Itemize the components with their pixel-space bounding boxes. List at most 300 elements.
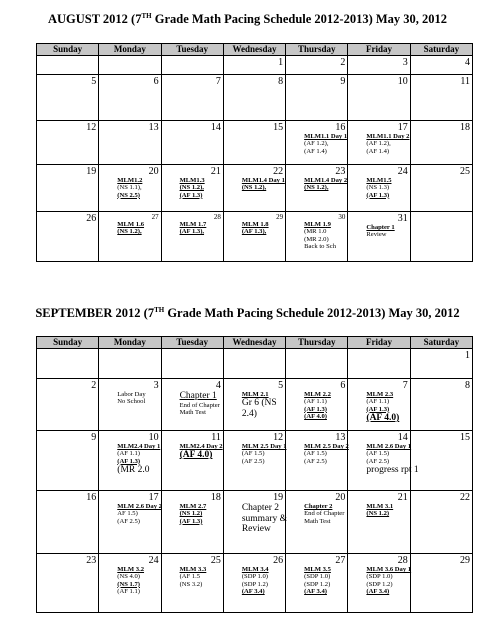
lesson-title: MLM1.1 Day 1: [304, 133, 348, 140]
day-cell: [410, 491, 472, 554]
day-number: 31: [397, 213, 408, 224]
day-box: [411, 491, 472, 553]
lesson-title: MLM 2.1: [241, 391, 269, 398]
day-box: [286, 431, 347, 490]
day-cell: [223, 56, 285, 75]
lesson-detail: (SDP 1.0): [304, 573, 331, 581]
day-cell: [223, 491, 285, 554]
day-box: [348, 212, 409, 261]
day-number: 5: [91, 76, 97, 87]
lesson-detail: (AF 3.4): [241, 588, 265, 596]
lesson-detail: (AF 1.3): [304, 405, 327, 413]
lesson-detail: (AF 2.5): [117, 517, 140, 525]
day-cell: [161, 56, 223, 75]
day-number: 24: [397, 166, 408, 177]
day-number: 29: [459, 555, 470, 566]
day-cell: [286, 349, 348, 379]
day-cell: [410, 212, 472, 262]
lesson-title: MLM1.5: [366, 177, 392, 184]
day-number: 2: [340, 57, 346, 68]
day-cell: [223, 75, 285, 121]
day-cell: [348, 56, 410, 75]
day-number: 21: [397, 492, 408, 503]
lesson-detail: Chapter 2: [241, 503, 280, 513]
week-row: [37, 431, 473, 491]
day-number: 28: [397, 555, 408, 566]
day-box: [348, 56, 409, 74]
lesson-title: MLM 3.5: [304, 566, 331, 573]
day-number: 13: [335, 432, 346, 443]
day-box: [162, 212, 223, 261]
day-number: 17: [397, 122, 408, 133]
day-box: [99, 75, 160, 120]
day-number: 6: [340, 380, 346, 391]
weekday-header: Wednesday: [223, 44, 285, 56]
day-box: [411, 165, 472, 211]
day-number: 4: [215, 380, 221, 391]
day-number: 20: [335, 492, 346, 503]
day-cell: [286, 212, 348, 262]
day-box: [37, 212, 98, 261]
day-number: 18: [459, 122, 470, 133]
lesson-detail: (AF 4.0): [179, 450, 213, 461]
lesson-detail: progress rpt 1: [366, 465, 419, 476]
day-cell: [99, 431, 161, 491]
lesson-title: MLM1.2: [117, 177, 143, 184]
day-box: [99, 379, 160, 430]
day-number: 26: [273, 555, 284, 566]
day-number: 8: [278, 76, 284, 87]
lesson-title: MLM1.3: [179, 177, 205, 184]
day-cell: [410, 121, 472, 165]
day-number: 9: [340, 76, 346, 87]
day-box: [286, 491, 347, 553]
day-box: [99, 554, 160, 612]
lesson-title: MLM 3.1: [366, 503, 394, 510]
lesson-detail: (NS 3.2): [179, 580, 203, 588]
day-cell: [348, 75, 410, 121]
day-cell: [99, 491, 161, 554]
day-cell: [410, 75, 472, 121]
lesson-detail: (AF 3.4): [304, 588, 327, 596]
day-number: 8: [464, 380, 470, 391]
day-cell: [348, 121, 410, 165]
day-entries: [162, 379, 223, 416]
lesson-detail: (NS 1.2): [179, 510, 203, 518]
day-box: [286, 121, 347, 164]
day-cell: [99, 349, 161, 379]
lesson-detail: (MR 2.0: [117, 465, 150, 476]
lesson-detail: Review: [241, 524, 271, 534]
day-box: [411, 56, 472, 74]
day-box: [99, 212, 160, 261]
day-cell: [161, 554, 223, 613]
weekday-header: Tuesday: [161, 44, 223, 56]
day-box: [162, 56, 223, 74]
lesson-detail: AF 1.5): [117, 510, 138, 518]
day-cell: [161, 212, 223, 262]
lesson-detail: Chapter 1: [179, 391, 217, 401]
lesson-detail: (AF 1.1): [117, 588, 140, 596]
lesson-detail: summary &: [241, 513, 287, 524]
day-box: [99, 491, 160, 553]
lesson-detail: (MR 1.0: [304, 228, 327, 236]
day-box: [37, 491, 98, 553]
lesson-detail: (AF 1.5): [241, 450, 265, 458]
day-box: [224, 56, 285, 74]
day-box: [162, 349, 223, 378]
day-box: [99, 165, 160, 211]
lesson-detail: (AF 1.3): [366, 191, 390, 199]
lesson-title: MLM 3.4: [241, 566, 269, 573]
day-box: [99, 431, 160, 490]
lesson-title: MLM 2.6 Day 1: [366, 443, 412, 450]
day-box: [411, 554, 472, 612]
day-cell: [99, 379, 161, 431]
day-cell: [348, 491, 410, 554]
day-cell: [286, 554, 348, 613]
day-number: 23: [335, 166, 346, 177]
day-box: [348, 75, 409, 120]
lesson-title: MLM2.4 Day 2: [179, 443, 223, 450]
title-text: AUGUST 2012 (7: [47, 12, 142, 26]
day-box: [99, 349, 160, 378]
day-cell: [161, 349, 223, 379]
lesson-detail: (SDP 1.2): [304, 580, 331, 588]
day-cell: [99, 554, 161, 613]
day-box: [411, 121, 472, 164]
day-cell: [37, 349, 99, 379]
day-cell: [410, 56, 472, 75]
day-number: 17: [148, 492, 159, 503]
day-cell: [99, 121, 161, 165]
day-number: 26: [86, 213, 97, 224]
day-cell: [37, 554, 99, 613]
day-cell: [410, 379, 472, 431]
week-row: [37, 379, 473, 431]
day-box: [37, 56, 98, 74]
day-number: 27: [335, 555, 346, 566]
day-number: 12: [273, 432, 284, 443]
day-cell: [410, 349, 472, 379]
lesson-detail: (AF 1.2),: [304, 140, 329, 148]
day-number: 16: [335, 122, 346, 133]
lesson-title: MLM 3.6 Day 1: [366, 566, 412, 573]
day-box: [162, 121, 223, 164]
day-entries: [286, 379, 347, 421]
day-box: [162, 554, 223, 612]
day-box: [411, 349, 472, 378]
day-box: [286, 165, 347, 211]
lesson-detail: (AF 1.3): [179, 517, 203, 525]
lesson-title: MLM 3.2: [117, 566, 145, 573]
lesson-detail: (AF 4.0): [304, 413, 327, 421]
day-box: [411, 379, 472, 430]
lesson-detail: (NS 1.2),: [241, 184, 267, 192]
day-box: [162, 379, 223, 430]
day-box: [348, 165, 409, 211]
day-number: 10: [397, 76, 408, 87]
lesson-detail: (NS 1.2),: [304, 184, 329, 192]
day-cell: [348, 212, 410, 262]
day-cell: [223, 349, 285, 379]
day-number: 25: [459, 166, 470, 177]
day-box: [224, 165, 285, 211]
lesson-detail: (AF 1.5): [366, 450, 390, 458]
day-box: [224, 121, 285, 164]
week-row: [37, 554, 473, 613]
day-number: 2: [91, 380, 97, 391]
day-box: [162, 431, 223, 490]
lesson-detail: Gr 6 (NS: [241, 398, 277, 409]
day-number: 10: [148, 432, 159, 443]
lesson-detail: End of Chapter: [304, 510, 345, 518]
week-row: [37, 349, 473, 379]
lesson-detail: (AF 1.1): [117, 450, 140, 458]
weekday-header: Thursday: [286, 44, 348, 56]
day-number: 5: [278, 380, 284, 391]
calendar-august: [36, 43, 473, 262]
day-box: [286, 75, 347, 120]
weekday-header-row: [37, 337, 473, 349]
day-number: 22: [273, 166, 284, 177]
day-cell: [348, 349, 410, 379]
day-cell: [286, 491, 348, 554]
weekday-header-row: [37, 44, 473, 56]
day-number: 4: [464, 57, 470, 68]
calendar-title-august: [0, 12, 495, 27]
week-row: [37, 212, 473, 262]
title-superscript: TH: [141, 12, 152, 20]
lesson-detail: (AF 1.3): [117, 457, 141, 465]
lesson-detail: (AF 1.5: [179, 573, 201, 581]
weekday-header: Sunday: [37, 44, 99, 56]
lesson-detail: (NS 1.3): [366, 184, 390, 192]
weekday-header: Tuesday: [161, 337, 223, 349]
day-box: [286, 379, 347, 430]
lesson-title: MLM 2.5 Day 1: [241, 443, 287, 450]
lesson-detail: (AF 4.0): [366, 413, 400, 424]
week-row: [37, 491, 473, 554]
day-cell: [99, 165, 161, 212]
lesson-detail: 2.4): [241, 408, 257, 419]
day-number: 12: [86, 122, 97, 133]
day-cell: [348, 379, 410, 431]
day-cell: [37, 56, 99, 75]
day-cell: [348, 554, 410, 613]
day-box: [348, 349, 409, 378]
day-box: [37, 554, 98, 612]
weekday-header: Thursday: [286, 337, 348, 349]
day-number: 1: [278, 57, 284, 68]
day-cell: [161, 379, 223, 431]
lesson-detail: (AF 1.2),: [366, 140, 391, 148]
lesson-detail: (AF 2.5): [304, 457, 327, 465]
lesson-detail: Back to Sch: [304, 243, 336, 251]
lesson-detail: (AF 1.1): [304, 398, 327, 406]
week-row: [37, 56, 473, 75]
lesson-title: MLM 1.8: [241, 221, 269, 228]
day-cell: [161, 431, 223, 491]
lesson-detail: (AF 2.5): [366, 457, 390, 465]
day-cell: [161, 491, 223, 554]
day-cell: [286, 165, 348, 212]
day-cell: [410, 165, 472, 212]
lesson-title: MLM 1.7: [179, 221, 207, 228]
lesson-detail: (NS 1.7): [117, 580, 140, 588]
day-number: 14: [210, 122, 221, 133]
week-row: [37, 121, 473, 165]
lesson-title: MLM1.4 Day 2: [304, 177, 348, 184]
day-cell: [37, 75, 99, 121]
day-box: [286, 349, 347, 378]
day-box: [37, 349, 98, 378]
lesson-detail: (NS 2.5): [117, 191, 140, 199]
day-cell: [161, 75, 223, 121]
day-cell: [37, 491, 99, 554]
day-cell: [37, 212, 99, 262]
lesson-detail: (AF 1.3),: [179, 228, 205, 236]
day-box: [411, 212, 472, 261]
day-cell: [286, 379, 348, 431]
day-number: 27: [151, 213, 159, 221]
weekday-header: Sunday: [37, 337, 99, 349]
day-box: [224, 75, 285, 120]
week-row: [37, 75, 473, 121]
day-cell: [348, 431, 419, 491]
day-box: [224, 431, 285, 490]
day-box: [348, 491, 409, 553]
day-number: 3: [153, 380, 159, 391]
lesson-title: MLM 3.3: [179, 566, 207, 573]
day-box: [162, 491, 223, 553]
day-cell: [99, 75, 161, 121]
lesson-detail: (AF 1.3): [179, 191, 203, 199]
day-box: [286, 554, 347, 612]
lesson-title: MLM1.4 Day 1: [241, 177, 285, 184]
lesson-title: MLM 1.6: [117, 221, 145, 228]
day-entries: [348, 379, 409, 424]
day-box: [224, 212, 285, 261]
day-cell: [286, 75, 348, 121]
week-row: [37, 165, 473, 212]
day-number: 19: [273, 492, 284, 503]
lesson-title: MLM 2.2: [304, 391, 331, 398]
day-cell: [223, 431, 285, 491]
day-box: [224, 491, 285, 553]
day-number: 13: [148, 122, 159, 133]
lesson-title: MLM1.1 Day 2: [366, 133, 410, 140]
day-box: [99, 121, 160, 164]
day-box: [224, 349, 285, 378]
lesson-title: MLM 2.6 Day 2: [117, 503, 162, 510]
lesson-detail: (AF 1.4): [304, 147, 327, 155]
day-number: 19: [86, 166, 97, 177]
title-text-rest: Grade Math Pacing Schedule 2012-2013) May 30, 2012: [164, 306, 460, 320]
day-number: 24: [148, 555, 159, 566]
lesson-detail: (NS 1.2): [366, 510, 390, 518]
day-number: 29: [276, 213, 284, 221]
day-cell: [161, 165, 223, 212]
day-cell: [286, 121, 348, 165]
lesson-detail: (NS 1.2),: [117, 228, 142, 236]
title-text-rest: Grade Math Pacing Schedule 2012-2013) May 30, 2012: [151, 12, 448, 26]
day-box: [162, 165, 223, 211]
day-box: [348, 121, 409, 164]
lesson-detail: (SDP 1.0): [241, 573, 268, 581]
day-number: 7: [215, 76, 221, 87]
day-box: [99, 56, 160, 74]
weekday-header: Friday: [348, 44, 410, 56]
lesson-detail: (NS 4.0): [117, 573, 140, 581]
day-number: 7: [402, 380, 408, 391]
day-box: [286, 56, 347, 74]
day-cell: [223, 121, 285, 165]
lesson-detail: (AF 1.3): [366, 405, 390, 413]
day-cell: [37, 379, 99, 431]
lesson-detail: No School: [117, 398, 146, 406]
day-cell: [286, 431, 348, 491]
day-entries: [224, 379, 285, 419]
day-number: 3: [402, 57, 408, 68]
day-cell: [410, 554, 472, 613]
day-box: [286, 212, 347, 261]
weekday-header: Saturday: [410, 337, 472, 349]
weekday-header: Monday: [99, 337, 161, 349]
day-box: [162, 75, 223, 120]
lesson-title: MLM 2.7: [179, 503, 207, 510]
lesson-detail: (AF 3.4): [366, 588, 390, 596]
day-number: 16: [86, 492, 97, 503]
lesson-title: Chapter 2: [304, 503, 333, 510]
day-cell: [37, 431, 99, 491]
day-box: [348, 379, 409, 430]
lesson-detail: Math Test: [179, 408, 206, 416]
day-box: [37, 379, 98, 430]
lesson-title: MLM 2.5 Day 2: [304, 443, 349, 450]
lesson-title: MLM2.4 Day 1: [117, 443, 161, 450]
day-number: 15: [459, 432, 470, 443]
lesson-detail: Math Test: [304, 517, 331, 525]
day-cell: [348, 165, 410, 212]
day-entries: [99, 379, 160, 406]
day-number: 9: [91, 432, 97, 443]
weekday-header: Monday: [99, 44, 161, 56]
lesson-detail: (AF 1.3),: [241, 228, 267, 236]
lesson-detail: (AF 2.5): [241, 457, 265, 465]
day-number: 1: [464, 350, 470, 361]
day-cell: [223, 379, 285, 431]
lesson-detail: (SDP 1.2): [366, 580, 393, 588]
lesson-title: Chapter 1: [366, 224, 395, 231]
lesson-title: MLM 1.9: [304, 221, 331, 228]
day-number: 18: [210, 492, 221, 503]
lesson-detail: (AF 1.4): [366, 147, 390, 155]
day-box: [224, 554, 285, 612]
day-number: 23: [86, 555, 97, 566]
lesson-detail: End of Chapter: [179, 401, 220, 409]
calendar-september: [36, 336, 473, 613]
day-box: [37, 431, 98, 490]
lesson-detail: (NS 1.1),: [117, 184, 142, 192]
day-number: 6: [153, 76, 159, 87]
day-number: 20: [148, 166, 159, 177]
day-cell: [223, 212, 285, 262]
day-cell: [410, 431, 472, 491]
day-cell: [37, 165, 99, 212]
title-superscript: TH: [154, 306, 165, 314]
day-cell: [161, 121, 223, 165]
